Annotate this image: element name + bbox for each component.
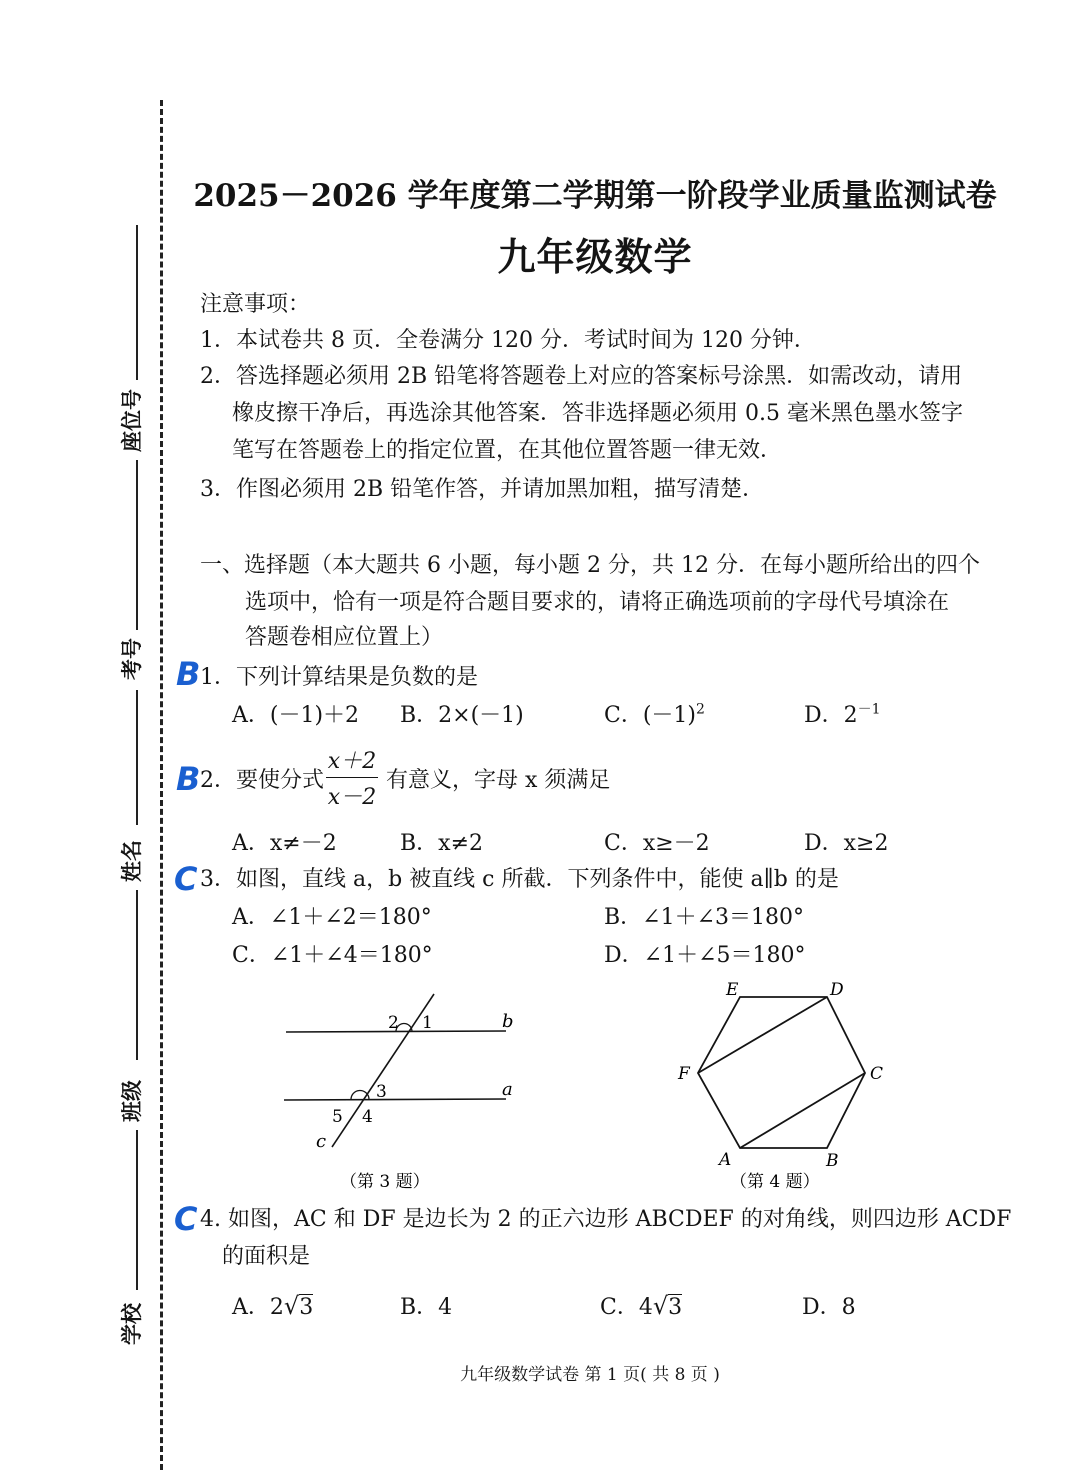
figure-3-parallel-lines <box>270 985 530 1195</box>
q4-stem-line-2: 的面积是 <box>222 1244 311 1269</box>
q2-fraction <box>326 744 378 811</box>
q1-option-c: C．$(-1)^2$ <box>604 701 705 728</box>
q2-stem-post: 有意义，字母 x 须满足 <box>386 768 611 793</box>
section-1-line-1: 一、选择题（本大题共 6 小题，每小题 2 分，共 12 分．在每小题所给出的四个 <box>200 553 980 578</box>
label-angle-4: 4 <box>362 1107 373 1127</box>
name-rule <box>136 690 138 825</box>
q4-option-b: B．4 <box>400 1295 453 1320</box>
q2-fraction-numerator: x＋2 <box>327 749 377 774</box>
q1-option-a: A．(－1)＋2 <box>232 703 360 728</box>
note-2-line-1: 2．答选择题必须用 2B 铅笔将答题卷上对应的答案标号涂黑．如需改动，请用 <box>200 364 963 389</box>
q1-option-b: B．2×(－1) <box>400 703 524 728</box>
school-label: 学校 <box>120 1303 144 1345</box>
q3-stem: 3．如图，直线 a，b 被直线 c 所截．下列条件中，能使 a∥b 的是 <box>200 867 839 892</box>
q2-fraction-bar <box>326 777 378 778</box>
exam-no-rule <box>136 460 138 630</box>
q3-option-d: D．∠1＋∠5＝180° <box>604 943 806 968</box>
q4-handwritten-answer: C <box>174 1200 198 1238</box>
section-1-line-2: 选项中，恰有一项是符合题目要求的，请将正确选项前的字母代号填涂在 <box>245 590 950 615</box>
figure-4-caption: （第 4 题） <box>730 1172 820 1192</box>
q2-option-c: C．x≥－2 <box>604 831 710 856</box>
vertex-label-B: B <box>826 1151 839 1171</box>
note-2-line-2: 橡皮擦干净后，再选涂其他答案．答非选择题必须用 0.5 毫米黑色墨水签字 <box>232 401 963 426</box>
q1-stem: 1．下列计算结果是负数的是 <box>200 665 478 690</box>
vertex-label-C: C <box>870 1064 884 1084</box>
vertex-label-A: A <box>719 1150 732 1170</box>
figure-3-caption: （第 3 题） <box>340 1172 430 1192</box>
q4-option-a: A．2√3 <box>232 1292 314 1320</box>
q3-option-a: A．∠1＋∠2＝180° <box>232 905 432 930</box>
vertex-label-D: D <box>830 980 844 1000</box>
label-line-b: b <box>502 1011 514 1032</box>
exam-no-label: 考号 <box>120 638 144 680</box>
label-line-a: a <box>502 1079 513 1100</box>
q1-option-d: D．$2^{-1}$ <box>804 701 881 728</box>
school-rule <box>136 1130 138 1290</box>
note-1: 1．本试卷共 8 页．全卷满分 120 分．考试时间为 120 分钟． <box>200 328 816 353</box>
q2-stem-pre: 2．要使分式 <box>200 768 324 793</box>
line-a <box>284 1099 506 1100</box>
section-1-line-3: 答题卷相应位置上） <box>245 625 444 650</box>
class-rule <box>136 890 138 1060</box>
q2-fraction-denominator: x－2 <box>327 785 377 810</box>
label-angle-3: 3 <box>376 1082 387 1102</box>
label-angle-1: 1 <box>422 1013 433 1033</box>
q4-stem-line-1: 4. 如图，AC 和 DF 是边长为 2 的正六边形 ABCDEF 的对角线，则四边形 ACDF <box>200 1207 1012 1232</box>
figure-4-hexagon <box>660 975 900 1200</box>
diagonal-DF <box>698 997 827 1073</box>
q3-handwritten-answer: C <box>174 860 198 898</box>
seat-label: 座位号 <box>120 389 144 452</box>
exam-title: 2025－2026 学年度第二学期第一阶段学业质量监测试卷 <box>193 178 997 214</box>
q1-handwritten-answer: B <box>176 655 201 693</box>
q3-option-c: C．∠1＋∠4＝180° <box>232 943 433 968</box>
hexagon-ABCDEF <box>698 997 865 1148</box>
binding-dashed-line <box>160 100 163 1470</box>
label-angle-5: 5 <box>332 1107 343 1127</box>
q2-handwritten-answer: B <box>176 760 201 798</box>
notes-heading: 注意事项： <box>200 292 311 317</box>
note-3: 3．作图必须用 2B 铅笔作答，并请加黑加粗，描写清楚． <box>200 477 765 502</box>
q4-option-d: D．8 <box>802 1295 856 1320</box>
label-angle-2: 2 <box>388 1013 399 1033</box>
name-label: 姓名 <box>120 840 144 882</box>
note-2-line-3: 笔写在答题卷上的指定位置，在其他位置答题一律无效． <box>232 438 783 463</box>
subject-title: 九年级数学 <box>497 234 693 279</box>
class-label: 班级 <box>120 1080 144 1122</box>
q2-option-a: A．x≠－2 <box>232 831 337 856</box>
vertex-label-F: F <box>678 1064 690 1084</box>
q2-option-d: D．x≥2 <box>804 831 889 856</box>
q3-option-b: B．∠1＋∠3＝180° <box>604 905 805 930</box>
page-footer: 九年级数学试卷 第 1 页( 共 8 页 ) <box>460 1365 720 1385</box>
q2-option-b: B．x≠2 <box>400 831 484 856</box>
q4-option-c: C．4√3 <box>600 1292 683 1320</box>
vertex-label-E: E <box>726 980 739 1000</box>
label-line-c: c <box>316 1131 327 1152</box>
line-c <box>332 994 434 1147</box>
